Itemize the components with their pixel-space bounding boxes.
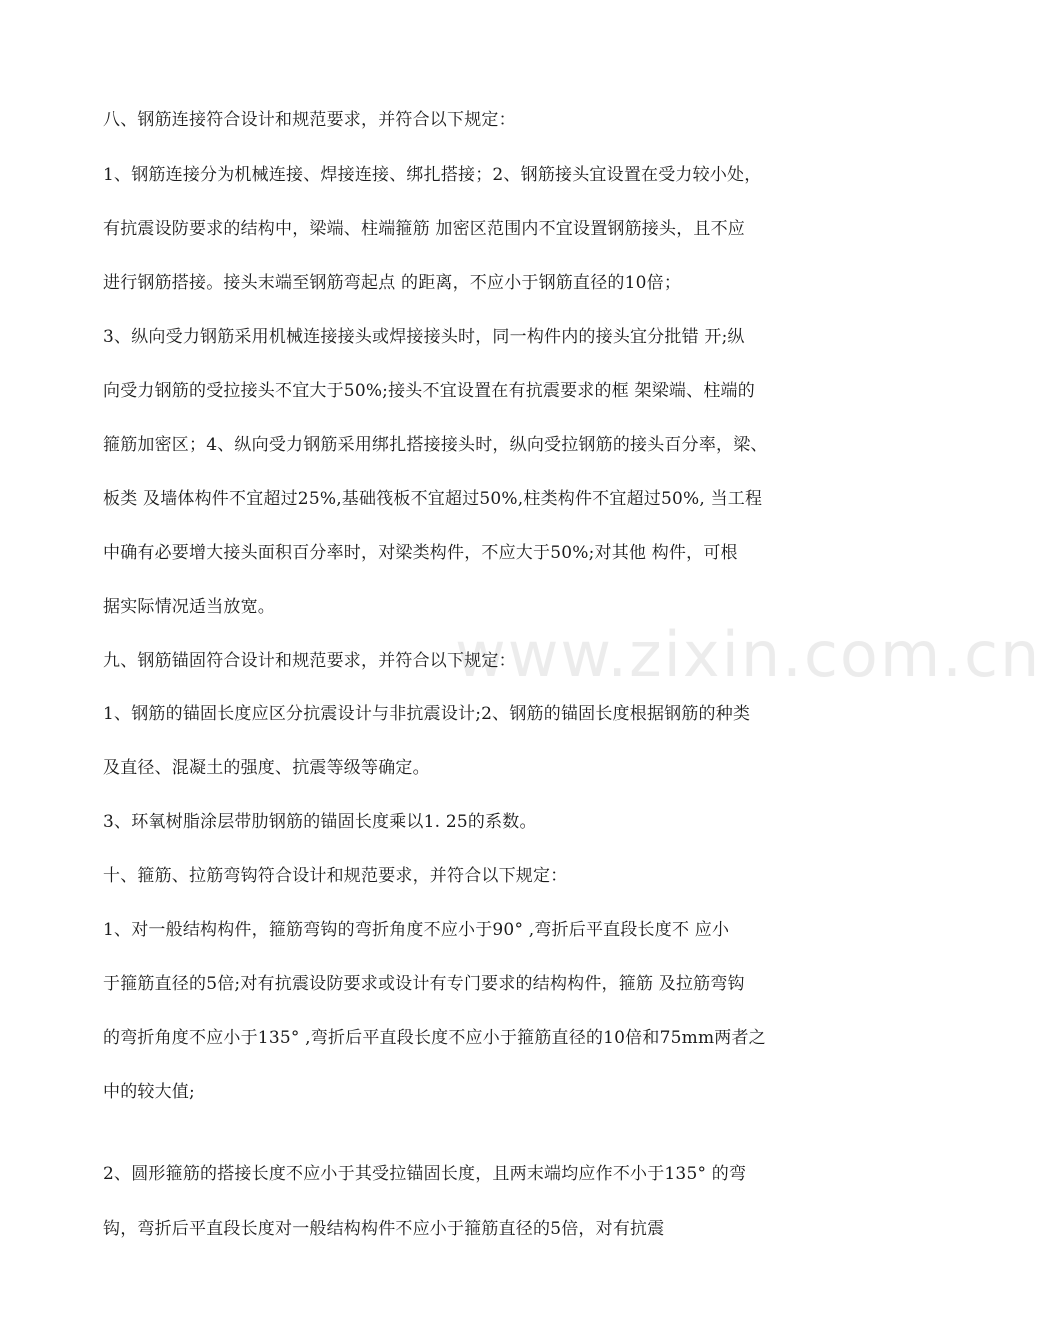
paragraph-line: 中确有必要增大接头面积百分率时，对梁类构件，不应大于50%;对其他 构件，可根 [103, 543, 738, 563]
paragraph-line: 板类 及墙体构件不宜超过25%,基础筏板不宜超过50%,柱类构件不宜超过50%, 当工程 [103, 489, 763, 509]
watermark-text: www.zixin.com.cn [455, 618, 1041, 691]
paragraph-line: 钩，弯折后平直段长度对一般结构构件不应小于箍筋直径的5倍，对有抗震 [103, 1219, 665, 1239]
paragraph-line: 及直径、混凝土的强度、抗震等级等确定。 [103, 758, 430, 778]
paragraph-line: 有抗震设防要求的结构中，梁端、柱端箍筋 加密区范围内不宜设置钢筋接头，且不应 [103, 219, 746, 239]
paragraph-line: 的弯折角度不应小于135° ,弯折后平直段长度不应小于箍筋直径的10倍和75mm两者之 [103, 1028, 766, 1048]
paragraph-line: 据实际情况适当放宽。 [103, 597, 275, 617]
paragraph-line: 1、钢筋的锚固长度应区分抗震设计与非抗震设计;2、钢筋的锚固长度根据钢筋的种类 [103, 704, 751, 724]
paragraph-line: 3、环氧树脂涂层带肋钢筋的锚固长度乘以1. 25的系数。 [103, 812, 537, 832]
paragraph-line: 3、纵向受力钢筋采用机械连接接头或焊接接头时，同一构件内的接头宜分批错 开;纵 [103, 327, 745, 347]
paragraph-line: 2、圆形箍筋的搭接长度不应小于其受拉锚固长度，且两末端均应作不小于135° 的弯 [103, 1164, 747, 1184]
section-heading-10: 十、箍筋、拉筋弯钩符合设计和规范要求，并符合以下规定： [103, 866, 568, 886]
paragraph-line: 中的较大值; [103, 1082, 195, 1102]
paragraph-line: 于箍筋直径的5倍;对有抗震设防要求或设计有专门要求的结构构件，箍筋 及拉筋弯钩 [103, 974, 745, 994]
paragraph-line: 进行钢筋搭接。接头末端至钢筋弯起点 的距离，不应小于钢筋直径的10倍； [103, 273, 682, 293]
paragraph-line: 箍筋加密区；4、纵向受力钢筋采用绑扎搭接接头时，纵向受拉钢筋的接头百分率，梁、 [103, 435, 768, 455]
paragraph-line: 向受力钢筋的受拉接头不宜大于50%;接头不宜设置在有抗震要求的框 架梁端、柱端的 [103, 381, 755, 401]
paragraph-line: 1、钢筋连接分为机械连接、焊接连接、绑扎搭接；2、钢筋接头宜设置在受力较小处， [103, 165, 762, 185]
section-heading-9: 九、钢筋锚固符合设计和规范要求，并符合以下规定： [103, 651, 516, 671]
section-heading-8: 八、钢筋连接符合设计和规范要求，并符合以下规定： [103, 110, 516, 130]
paragraph-line: 1、对一般结构构件，箍筋弯钩的弯折角度不应小于90° ,弯折后平直段长度不 应小 [103, 920, 730, 940]
